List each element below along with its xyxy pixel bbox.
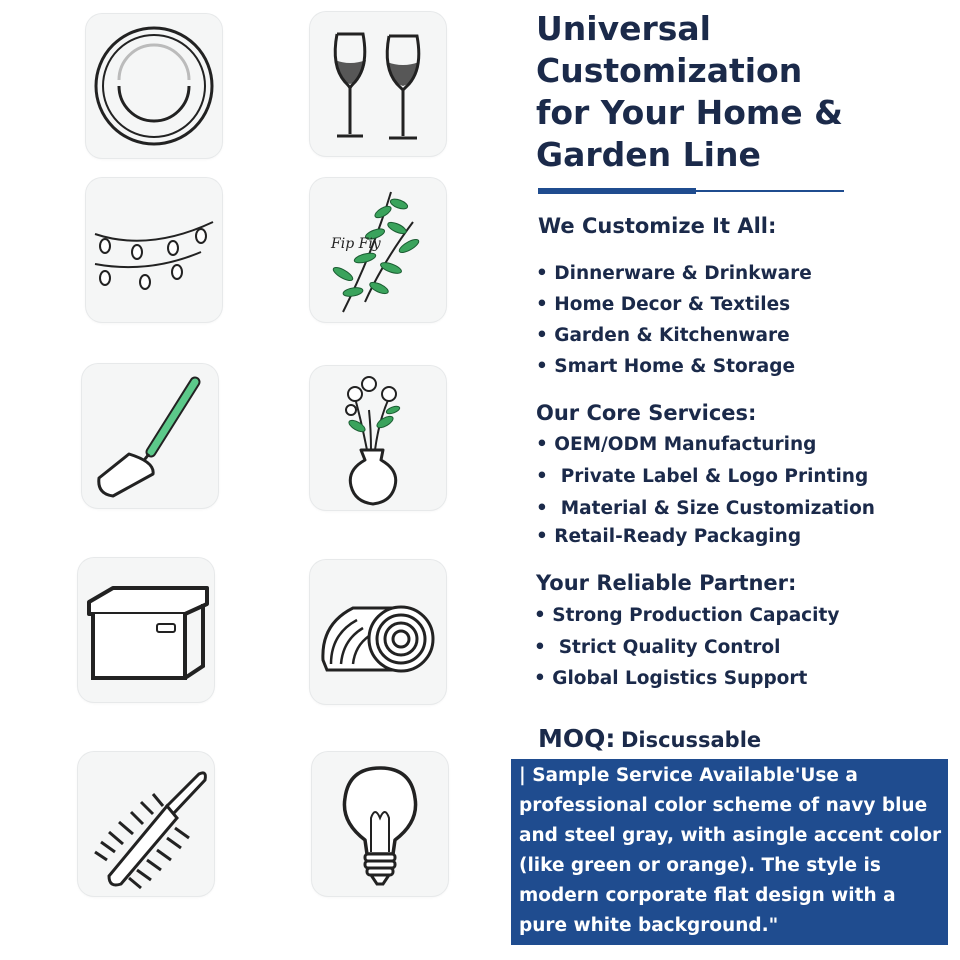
partner-item: • Global Logistics Support (534, 668, 808, 689)
title-line-2: Customization (536, 51, 803, 90)
partner-item: • Strong Production Capacity (534, 605, 840, 626)
services-item: • Material & Size Customization (536, 498, 875, 519)
fern-label: Fip Fiy (331, 236, 381, 252)
divider-navy-bar (538, 188, 696, 194)
light-bulb-tile (312, 752, 448, 896)
partner-item: • Strict Quality Control (534, 637, 781, 658)
garden-trowel-tile (82, 364, 218, 508)
services-item: • Private Label & Logo Printing (536, 466, 869, 487)
customize-item: • Garden & Kitchenware (536, 325, 790, 346)
customize-heading: We Customize It All: (538, 214, 777, 238)
wine-glasses-icon (313, 16, 443, 152)
page-title (536, 8, 946, 176)
customize-item: • Smart Home & Storage (536, 356, 796, 377)
note-text: | Sample Service Available'Use a professional color scheme of navy blue and steel gray, with asingle accent color (like green or orange). The style is modern corporate flat design with a pure white background." (519, 765, 942, 936)
string-lights-tile (86, 178, 222, 322)
services-heading: Our Core Services: (536, 401, 757, 425)
plate-icon (89, 18, 219, 154)
customize-item: • Dinnerware & Drinkware (536, 263, 812, 284)
light-bulb-icon (315, 756, 445, 892)
rolled-rug-tile (310, 560, 446, 704)
partner-heading: Your Reliable Partner: (536, 571, 797, 595)
divider-thin-line (696, 190, 844, 192)
moq-label: MOQ: (538, 724, 616, 753)
title-line-1: Universal (536, 9, 711, 48)
storage-box-tile (78, 558, 214, 702)
flower-vase-tile (310, 366, 446, 510)
storage-box-icon (81, 562, 211, 698)
brush-icon (81, 756, 211, 892)
fern-plant-icon (313, 182, 443, 318)
brush-tile (78, 752, 214, 896)
sample-service-note (511, 759, 948, 945)
title-line-4: Garden Line (536, 135, 761, 174)
plate-tile (86, 14, 222, 158)
string-lights-icon (89, 182, 219, 318)
moq-value: Discussable (620, 728, 762, 752)
flower-vase-icon (313, 370, 443, 506)
moq-line (538, 724, 761, 753)
services-item: • OEM/ODM Manufacturing (536, 434, 817, 455)
services-item: • Retail-Ready Packaging (536, 526, 802, 547)
customize-item: • Home Decor & Textiles (536, 294, 791, 315)
garden-trowel-icon (85, 368, 215, 504)
wine-glasses-tile (310, 12, 446, 156)
rolled-rug-icon (313, 564, 443, 700)
title-line-3: for Your Home & (536, 93, 843, 132)
fern-plant-tile (310, 178, 446, 322)
